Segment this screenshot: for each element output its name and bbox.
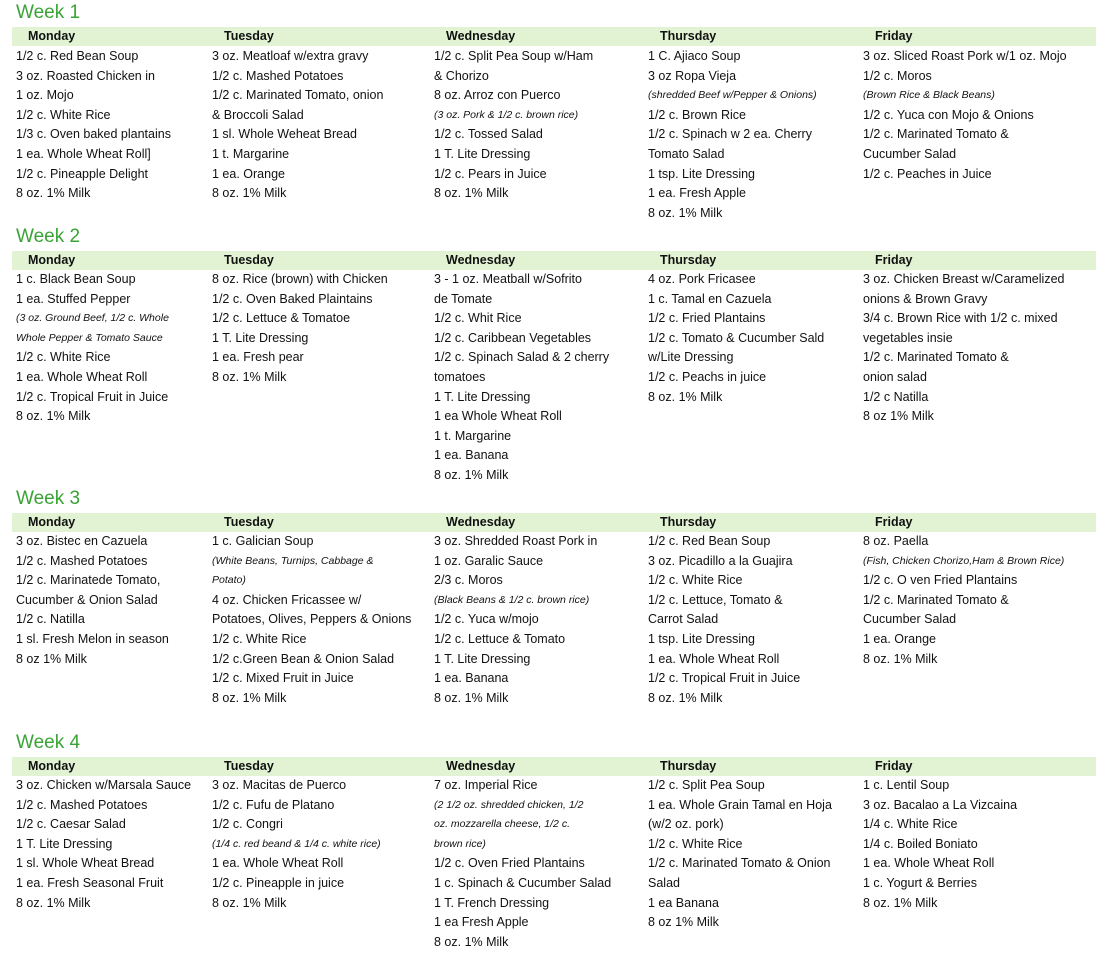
menu-friday xyxy=(863,532,1064,669)
menu-item: 1/2 c. Pineapple Delight xyxy=(16,166,149,181)
menu-item: 1/4 c. Boiled Boniato xyxy=(863,836,978,851)
menu-item: 1/2 c. Red Bean Soup xyxy=(648,534,771,548)
menu-item: 1 oz. Garalic Sauce xyxy=(434,553,544,568)
menu-item: 1/2 c. White Rice xyxy=(16,350,111,365)
menu-item: 1/2 c. O ven Fried Plantains xyxy=(863,573,1018,588)
menu-item: 1/2 c. Marinated Tomato, onion xyxy=(212,88,384,103)
menu-item: 1/2 c. Spinach Salad & 2 cherry xyxy=(434,350,610,365)
menu-item: 1/2 c. Mashed Potatoes xyxy=(212,68,344,83)
menu-item: onions & Brown Gravy xyxy=(863,291,988,306)
menu-item: 8 oz 1% Milk xyxy=(648,915,719,930)
day-tuesday: Tuesday xyxy=(224,759,274,773)
menu-item: 8 oz. 1% Milk xyxy=(434,690,509,705)
menu-item: 1 ea. Whole Wheat Roll] xyxy=(16,146,151,161)
menu-thursday xyxy=(648,532,800,708)
menu-item: 1/2 c. Yuca con Mojo & Onions xyxy=(863,107,1034,122)
menu-item: 1/2 c. Mashed Potatoes xyxy=(16,797,148,812)
day-tuesday: Tuesday xyxy=(224,29,274,43)
menu-item: Cucumber Salad xyxy=(863,146,957,161)
menu-item: 1/2 c. Peachs in juice xyxy=(648,369,767,384)
day-header-row xyxy=(12,757,1096,776)
menu-tuesday xyxy=(212,270,388,388)
day-monday: Monday xyxy=(28,253,76,267)
menu-item: de Tomate xyxy=(434,291,493,306)
menu-item: 8 oz. 1% Milk xyxy=(648,389,723,404)
menu-item: 8 oz 1% Milk xyxy=(16,651,87,666)
menu-item: 3 oz Ropa Vieja xyxy=(648,68,737,83)
menu-item: 1/2 c. Lettuce & Tomato xyxy=(434,631,566,646)
menu-item: 1 ea. Banana xyxy=(434,448,509,463)
menu-item: Cucumber Salad xyxy=(863,612,957,627)
day-header-row xyxy=(12,251,1096,270)
day-wednesday: Wednesday xyxy=(446,515,516,529)
menu-friday xyxy=(863,776,1017,913)
menu-item: 1 ea. Stuffed Pepper xyxy=(16,291,131,306)
menu-item: 1 ea. Banana xyxy=(434,671,509,686)
menu-item-note: (1/4 c. red beand & 1/4 c. white rice) xyxy=(212,837,381,850)
menu-item: 1/2 c. Red Bean Soup xyxy=(16,49,139,63)
menu-item: 1/2 c. Moros xyxy=(863,68,932,83)
menu-item: 3 oz. Chicken Breast w/Caramelized xyxy=(863,272,1065,286)
menu-wednesday xyxy=(434,532,597,708)
menu-item: 8 oz. 1% Milk xyxy=(863,651,938,666)
menu-item: 8 oz. 1% Milk xyxy=(16,895,91,910)
menu-item: 8 oz. 1% Milk xyxy=(434,467,509,482)
menu-item: w/Lite Dressing xyxy=(648,350,734,365)
menu-item: 1/2 c.Green Bean & Onion Salad xyxy=(212,651,395,666)
day-thursday: Thursday xyxy=(660,253,717,267)
menu-item: 1/2 c. Pears in Juice xyxy=(434,166,547,181)
week-title: Week 3 xyxy=(16,488,81,509)
day-tuesday: Tuesday xyxy=(224,515,274,529)
menu-item: 1/4 c. White Rice xyxy=(863,817,958,832)
menu-tuesday xyxy=(212,776,381,913)
day-header-row xyxy=(12,513,1096,532)
menu-item: 1/2 c. Marinated Tomato & Onion xyxy=(648,856,831,871)
day-friday: Friday xyxy=(875,515,913,529)
menu-item: 1/2 c. Caesar Salad xyxy=(16,817,126,832)
menu-item: Salad xyxy=(648,875,680,890)
menu-item: 1 T. Lite Dressing xyxy=(16,836,113,851)
menu-friday xyxy=(863,47,1067,184)
day-friday: Friday xyxy=(875,759,913,773)
day-monday: Monday xyxy=(28,515,76,529)
menu-wednesday xyxy=(434,776,611,952)
menu-monday xyxy=(16,776,191,913)
menu-item: 4 oz. Chicken Fricassee w/ xyxy=(212,592,362,607)
menu-item: 1 tsp. Lite Dressing xyxy=(648,166,755,181)
menu-item: 1 ea Fresh Apple xyxy=(434,915,529,930)
menu-item: 1 t. Margarine xyxy=(212,146,290,161)
day-thursday: Thursday xyxy=(660,759,717,773)
menu-item: 1/2 c. White Rice xyxy=(648,836,743,851)
menu-item: 8 oz 1% Milk xyxy=(863,409,934,424)
menu-item-note: brown rice) xyxy=(434,837,486,850)
menu-item: 1 ea. Orange xyxy=(863,631,936,646)
menu-item: 3 oz. Sliced Roast Pork w/1 oz. Mojo xyxy=(863,49,1067,63)
menu-item: 8 oz. 1% Milk xyxy=(16,409,91,424)
menu-item: 1 T. Lite Dressing xyxy=(434,146,531,161)
menu-item: 1/2 c. White Rice xyxy=(648,573,743,588)
menu-item: 8 oz. 1% Milk xyxy=(648,205,723,220)
menu-item-note: Potato) xyxy=(212,574,246,587)
menu-item: 1/2 c. Tomato & Cucumber Sald xyxy=(648,330,825,345)
menu-item: 1 c. Tamal en Cazuela xyxy=(648,291,772,306)
menu-item: 1 ea Banana xyxy=(648,895,719,910)
menu-item-note: (White Beans, Turnips, Cabbage & xyxy=(212,554,374,567)
menu-item: 3 oz. Meatloaf w/extra gravy xyxy=(212,49,369,63)
menu-item: 1/2 c. Congri xyxy=(212,817,283,832)
menu-item: & Chorizo xyxy=(434,68,489,83)
menu-item: 8 oz. 1% Milk xyxy=(434,934,509,949)
menu-thursday xyxy=(648,776,832,933)
menu-item: 1 sl. Fresh Melon in season xyxy=(16,631,169,646)
menu-tuesday xyxy=(212,532,411,708)
menu-item: 1/2 c. Marinated Tomato & xyxy=(863,592,1009,607)
menu-monday xyxy=(16,47,171,204)
menu-item: 8 oz. 1% Milk xyxy=(212,895,287,910)
menu-item: 1/2 c. White Rice xyxy=(212,631,307,646)
menu-wednesday xyxy=(434,270,609,486)
day-tuesday: Tuesday xyxy=(224,253,274,267)
menu-item: 1/2 c. Oven Fried Plantains xyxy=(434,856,585,871)
menu-item-note: (3 oz. Pork & 1/2 c. brown rice) xyxy=(434,108,579,121)
menu-item: vegetables insie xyxy=(863,330,953,345)
menu-item: 1/2 c. Lettuce, Tomato & xyxy=(648,592,783,607)
menu-item: onion salad xyxy=(863,369,927,384)
day-monday: Monday xyxy=(28,759,76,773)
menu-thursday xyxy=(648,47,817,223)
menu-item: 1/2 c. Fried Plantains xyxy=(648,311,766,326)
week-title: Week 4 xyxy=(16,732,81,753)
menu-item: & Broccoli Salad xyxy=(212,107,304,122)
menu-item-note: (2 1/2 oz. shredded chicken, 1/2 xyxy=(434,798,584,811)
menu-item: 1/2 c. Yuca w/mojo xyxy=(434,612,539,627)
menu-item-note: (Fish, Chicken Chorizo,Ham & Brown Rice) xyxy=(863,554,1065,567)
menu-item: 8 oz. 1% Milk xyxy=(16,186,91,201)
menu-item: 3 oz. Bistec en Cazuela xyxy=(16,534,148,548)
menu-item: 1 ea. Orange xyxy=(212,166,285,181)
menu-item: 1 c. Black Bean Soup xyxy=(16,272,136,286)
menu-tuesday xyxy=(212,47,383,204)
menu-item: 1 T. Lite Dressing xyxy=(434,651,531,666)
menu-item: 1 T. Lite Dressing xyxy=(434,389,531,404)
menu-item-note: (Black Beans & 1/2 c. brown rice) xyxy=(434,593,590,606)
menu-item: 3 oz. Shredded Roast Pork in xyxy=(434,534,598,548)
menu-wednesday xyxy=(434,47,593,204)
menu-item: 1/2 c. Split Pea Soup xyxy=(648,778,765,792)
menu-monday xyxy=(16,532,169,669)
menu-item: 1/2 c. Marinatede Tomato, xyxy=(16,573,161,588)
menu-item: 1 ea. Whole Wheat Roll xyxy=(212,856,344,871)
menu-item: 3/4 c. Brown Rice with 1/2 c. mixed xyxy=(863,311,1058,326)
menu-item: 1 ea. Whole Wheat Roll xyxy=(863,856,995,871)
menu-item: tomatoes xyxy=(434,369,486,384)
menu-monday xyxy=(16,270,169,427)
menu-item: 4 oz. Pork Fricasee xyxy=(648,272,756,286)
menu-item: Cucumber & Onion Salad xyxy=(16,592,158,607)
day-friday: Friday xyxy=(875,253,913,267)
menu-item: 1/2 c. Natilla xyxy=(16,612,85,627)
menu-item: 1/2 c. Whit Rice xyxy=(434,311,522,326)
menu-item: 1 c. Galician Soup xyxy=(212,534,314,548)
menu-item: 1 C. Ajiaco Soup xyxy=(648,49,741,63)
menu-item: 1/3 c. Oven baked plantains xyxy=(16,127,171,142)
menu-item: 1 oz. Mojo xyxy=(16,88,74,103)
menu-item: 3 - 1 oz. Meatball w/Sofrito xyxy=(434,272,582,286)
menu-item-note: (3 oz. Ground Beef, 1/2 c. Whole xyxy=(16,312,169,325)
menu-item: 1 c. Spinach & Cucumber Salad xyxy=(434,875,612,890)
menu-item: 1/2 c. Brown Rice xyxy=(648,107,746,122)
day-friday: Friday xyxy=(875,29,913,43)
menu-item: 1/2 c. Oven Baked Plaintains xyxy=(212,291,373,306)
day-thursday: Thursday xyxy=(660,29,717,43)
day-wednesday: Wednesday xyxy=(446,253,516,267)
menu-item: 1/2 c. Spinach w 2 ea. Cherry xyxy=(648,127,812,142)
day-wednesday: Wednesday xyxy=(446,759,516,773)
menu-item: 3 oz. Roasted Chicken in xyxy=(16,68,155,83)
menu-item: 1 ea. Whole Grain Tamal en Hoja xyxy=(648,797,832,812)
day-monday: Monday xyxy=(28,29,76,43)
menu-item: 1/2 c. Tossed Salad xyxy=(434,127,543,142)
menu-item: 3 oz. Bacalao a La Vizcaina xyxy=(863,797,1018,812)
menu-item: 1 ea Whole Wheat Roll xyxy=(434,409,562,424)
menu-item: 1 sl. Whole Weheat Bread xyxy=(212,127,357,142)
menu-item: 8 oz. 1% Milk xyxy=(434,186,509,201)
menu-item: 8 oz. 1% Milk xyxy=(212,186,287,201)
menu-item: 1 c. Lentil Soup xyxy=(863,778,950,792)
week-title: Week 2 xyxy=(16,226,81,247)
menu-item: 8 oz. 1% Milk xyxy=(212,690,287,705)
menu-item: 1 tsp. Lite Dressing xyxy=(648,631,755,646)
menu-item: 8 oz. Rice (brown) with Chicken xyxy=(212,272,388,286)
menu-item: 1/2 c Natilla xyxy=(863,389,929,404)
menu-item: 8 oz. Arroz con Puerco xyxy=(434,88,561,103)
menu-item: 1 t. Margarine xyxy=(434,428,512,443)
menu-item: 8 oz. 1% Milk xyxy=(212,369,287,384)
menu-item-note: (Brown Rice & Black Beans) xyxy=(863,89,995,102)
menu-item: 3 oz. Chicken w/Marsala Sauce xyxy=(16,778,192,792)
day-header-row xyxy=(12,27,1096,46)
week-title: Week 1 xyxy=(16,2,81,23)
menu-item: 3 oz. Picadillo a la Guajira xyxy=(648,553,793,568)
menu-item-note: Whole Pepper & Tomato Sauce xyxy=(16,331,163,344)
menu-item: 1/2 c. Marinated Tomato & xyxy=(863,350,1009,365)
menu-item: 1/2 c. Split Pea Soup w/Ham xyxy=(434,49,594,63)
menu-item: 1/2 c. Peaches in Juice xyxy=(863,166,992,181)
menu-item: 1 c. Yogurt & Berries xyxy=(863,875,977,890)
menu-item: 1/2 c. Pineapple in juice xyxy=(212,875,345,890)
menu-item: 8 oz. 1% Milk xyxy=(863,895,938,910)
menu-item: 1/2 c. Lettuce & Tomatoe xyxy=(212,311,351,326)
menu-item: 1/2 c. Tropical Fruit in Juice xyxy=(16,389,169,404)
menu-item: 1 ea. Whole Wheat Roll xyxy=(648,651,780,666)
menu-item: 1 ea. Fresh Seasonal Fruit xyxy=(16,875,164,890)
menu-item: 8 oz. 1% Milk xyxy=(648,690,723,705)
menu-item-note: (shredded Beef w/Pepper & Onions) xyxy=(648,89,817,102)
menu-item: 1 T. French Dressing xyxy=(434,895,550,910)
menu-item: 1/2 c. Tropical Fruit in Juice xyxy=(648,671,801,686)
menu-item: 1 sl. Whole Wheat Bread xyxy=(16,856,155,871)
menu-item-note: oz. mozzarella cheese, 1/2 c. xyxy=(434,818,570,831)
menu-item: 2/3 c. Moros xyxy=(434,573,503,588)
day-thursday: Thursday xyxy=(660,515,717,529)
day-wednesday: Wednesday xyxy=(446,29,516,43)
menu-item: 8 oz. Paella xyxy=(863,534,929,548)
menu-item: Tomato Salad xyxy=(648,146,725,161)
menu-item: (w/2 oz. pork) xyxy=(648,817,724,832)
menu-item: 1/2 c. Caribbean Vegetables xyxy=(434,330,592,345)
menu-item: 7 oz. Imperial Rice xyxy=(434,778,538,792)
menu-item: Potatoes, Olives, Peppers & Onions xyxy=(212,612,412,627)
menu-item: 1/2 c. Marinated Tomato & xyxy=(863,127,1009,142)
menu-item: 1 ea. Whole Wheat Roll xyxy=(16,369,148,384)
menu-item: 1/2 c. Fufu de Platano xyxy=(212,797,335,812)
menu-item: 1/2 c. Mixed Fruit in Juice xyxy=(212,671,354,686)
menu-thursday xyxy=(648,270,824,407)
menu-item: 1 ea. Fresh pear xyxy=(212,350,304,365)
menu-item: Carrot Salad xyxy=(648,612,719,627)
menu-item: 1/2 c. White Rice xyxy=(16,107,111,122)
menu-item: 1 ea. Fresh Apple xyxy=(648,186,746,201)
menu-item: 3 oz. Macitas de Puerco xyxy=(212,778,347,792)
menu-friday xyxy=(863,270,1064,427)
menu-item: 1 T. Lite Dressing xyxy=(212,330,309,345)
menu-item: 1/2 c. Mashed Potatoes xyxy=(16,553,148,568)
